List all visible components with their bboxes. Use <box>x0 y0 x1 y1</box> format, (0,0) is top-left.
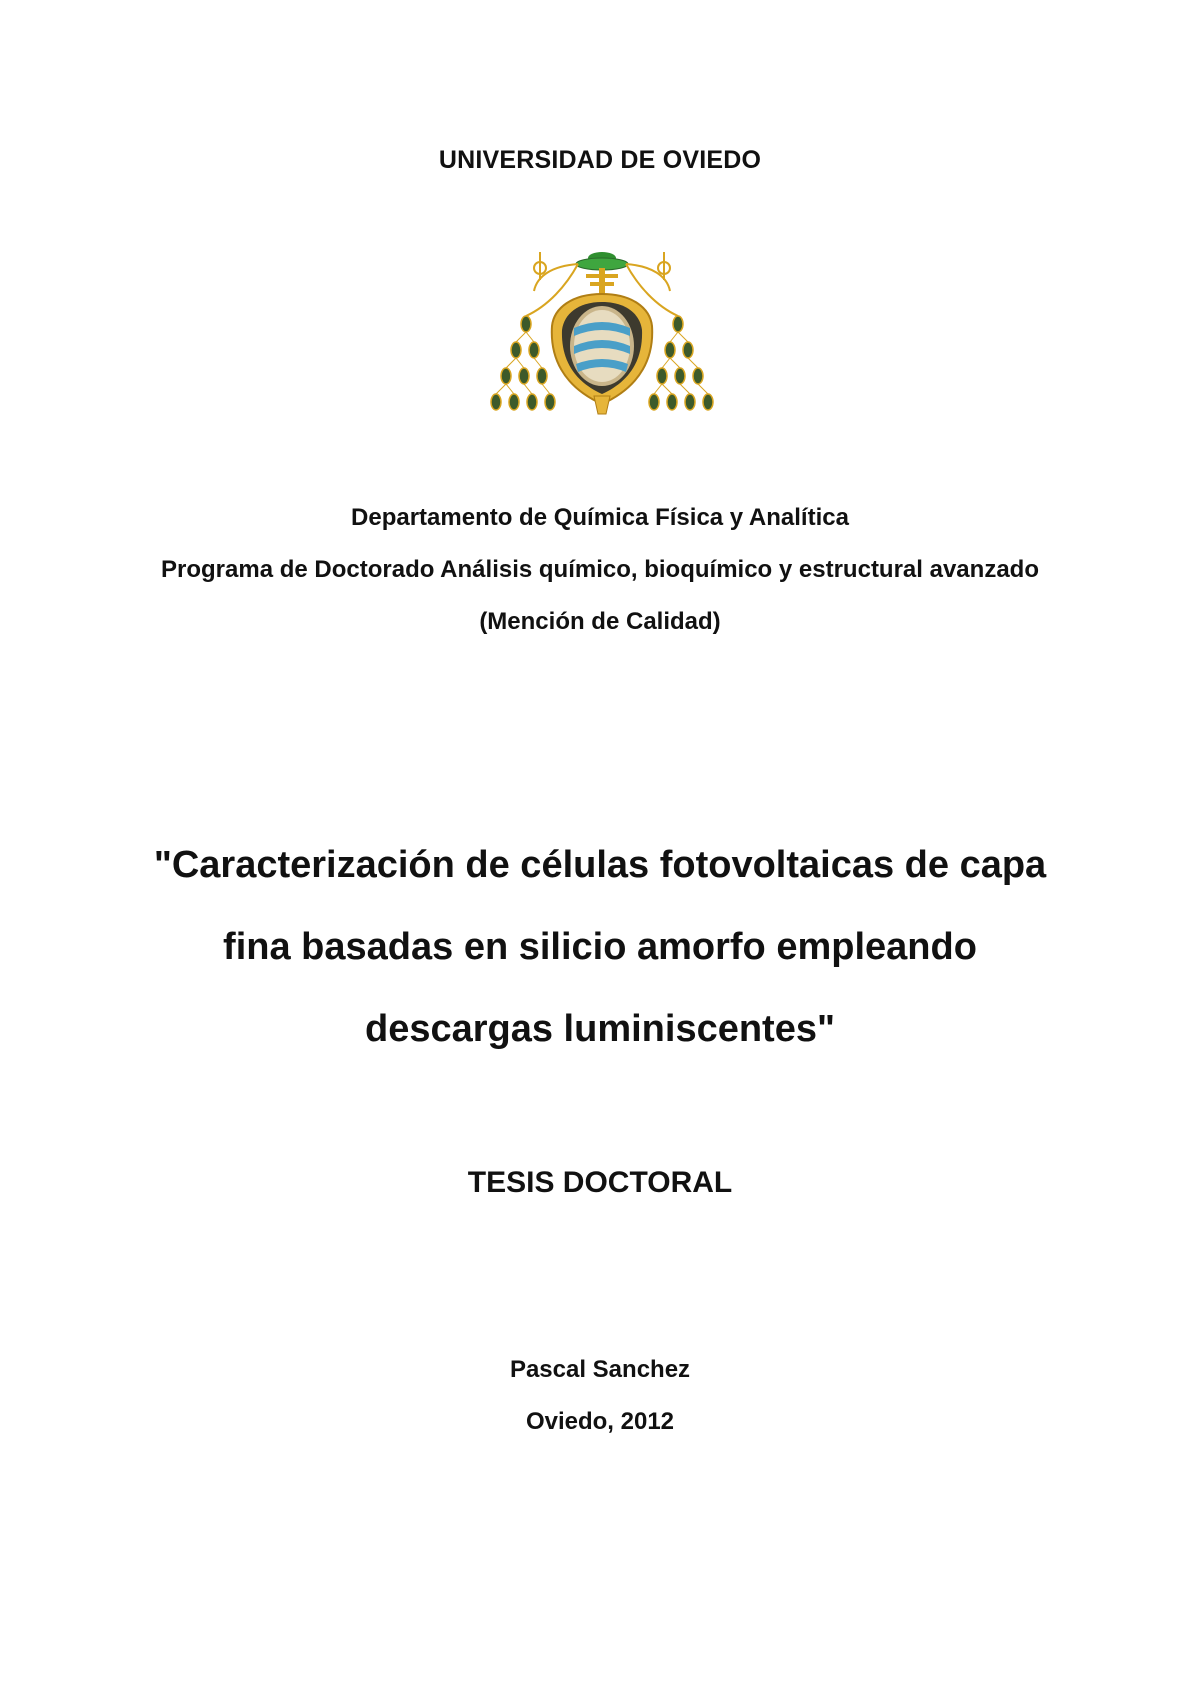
university-name: UNIVERSIDAD DE OVIEDO <box>438 146 762 174</box>
thesis-title-line-1: "Caracterización de células fotovoltaicas de capa <box>153 844 1047 886</box>
department-name: Departamento de Química Física y Analítica <box>351 504 849 531</box>
doctoral-program: Programa de Doctorado Análisis químico, bioquímico y estructural avanzado <box>161 556 1039 583</box>
author-name: Pascal Sanchez <box>509 1356 691 1383</box>
thesis-type: TESIS DOCTORAL <box>467 1166 733 1199</box>
thesis-title <box>0 824 1200 1070</box>
quality-mention: (Mención de Calidad) <box>479 608 721 635</box>
place-and-date: Oviedo, 2012 <box>525 1408 675 1435</box>
thesis-title-line-3: descargas luminiscentes" <box>364 1008 835 1050</box>
university-coat-of-arms-icon <box>482 246 722 438</box>
thesis-title-line-2: fina basadas en silicio amorfo empleando <box>223 926 977 968</box>
